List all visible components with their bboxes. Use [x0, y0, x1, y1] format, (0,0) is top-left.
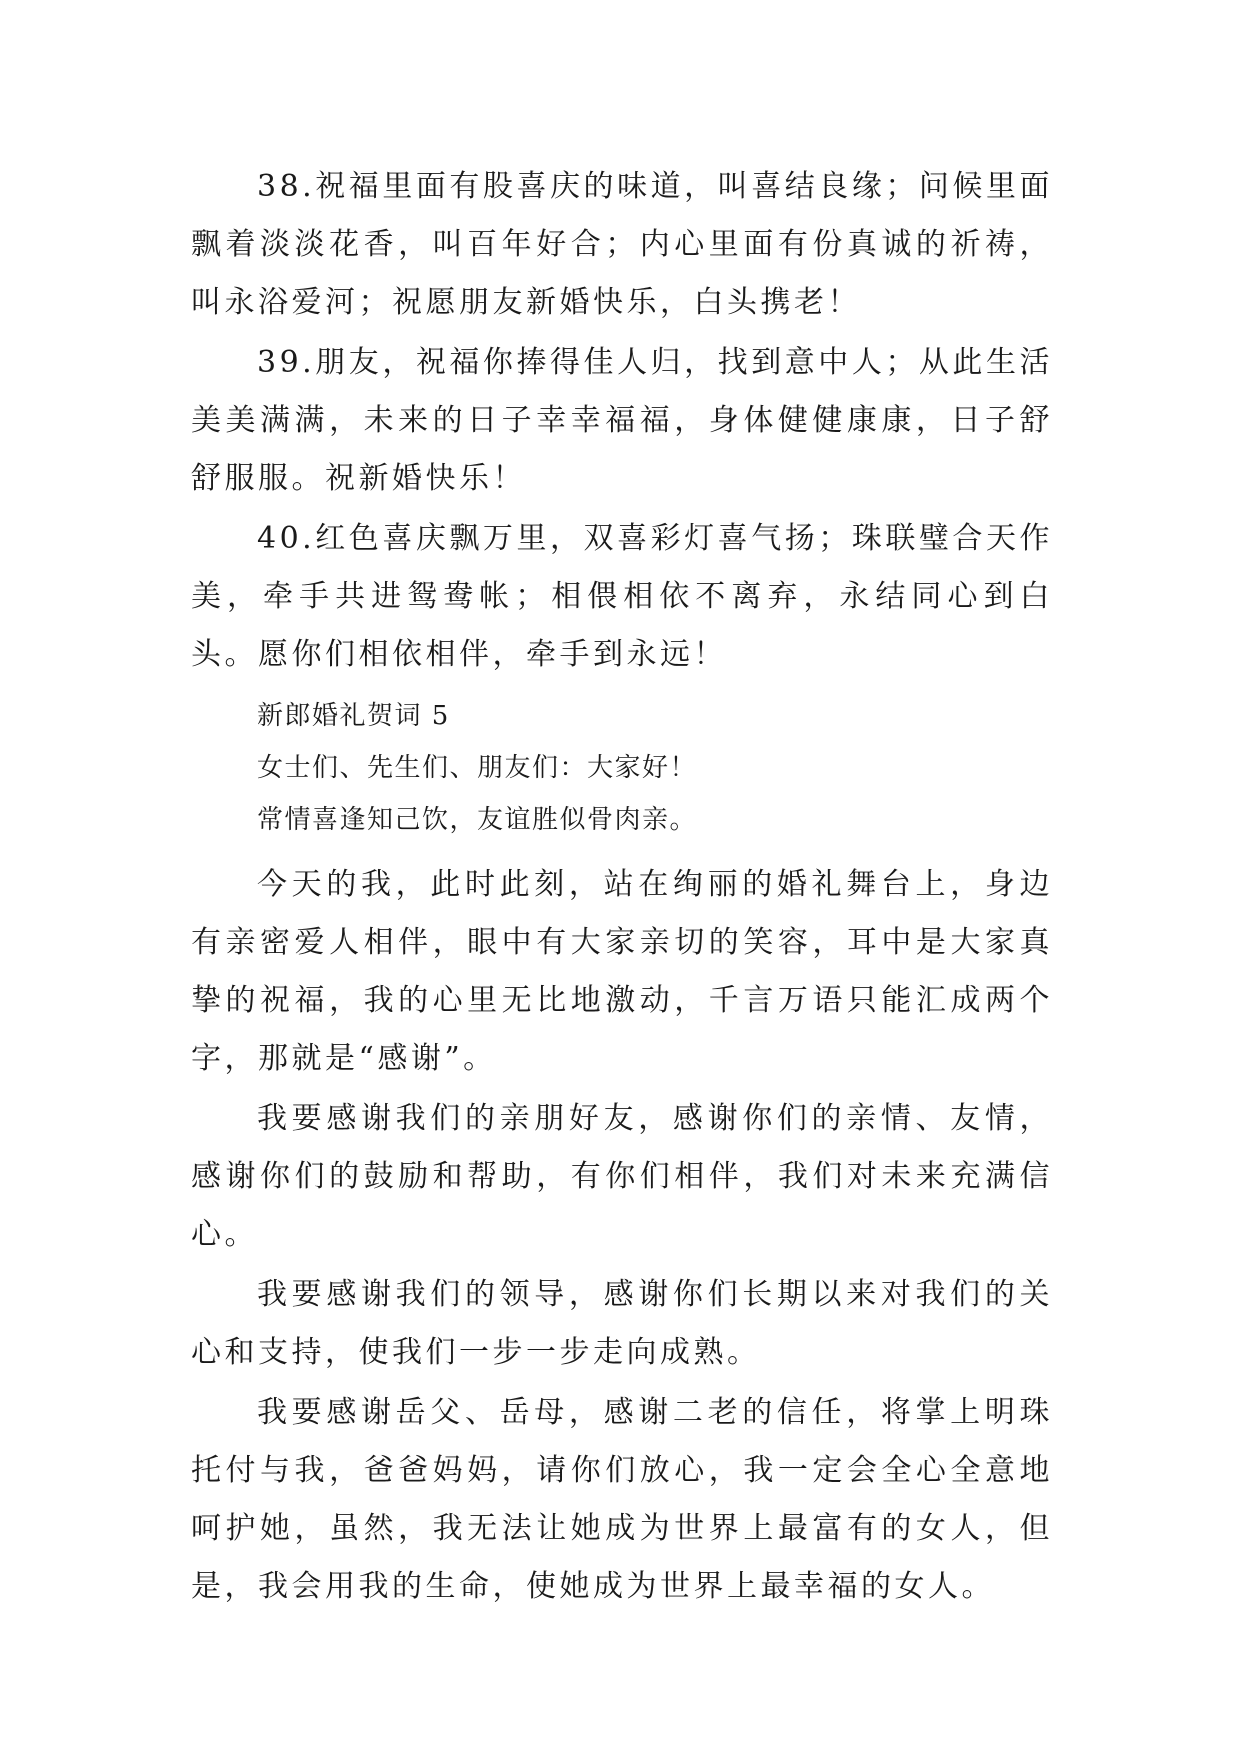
paragraph-thanks-friends: 我要感谢我们的亲朋好友，感谢你们的亲情、友情，感谢你们的鼓励和帮助，有你们相伴，我们对未来充满信心。 — [191, 1101, 1053, 1252]
paragraph-thanks-in-laws: 我要感谢岳父、岳母，感谢二老的信任，将掌上明珠托付与我，爸爸妈妈，请你们放心，我一定会全心全意地呵护她，虽然，我无法让她成为世界上最富有的女人，但是，我会用我的生命，使她成为世界上最幸福的女人。 — [191, 1395, 1053, 1604]
paragraph-couplet: 常情喜逢知己饮，友谊胜似骨肉亲。 — [257, 805, 698, 835]
section-heading: 新郎婚礼贺词 5 — [257, 701, 450, 731]
paragraph-thanks-leaders: 我要感谢我们的领导，感谢你们长期以来对我们的关心和支持，使我们一步一步走向成熟。 — [191, 1277, 1053, 1370]
paragraph-today: 今天的我，此时此刻，站在绚丽的婚礼舞台上，身边有亲密爱人相伴，眼中有大家亲切的笑容，耳中是大家真挚的祝福，我的心里无比地激动，千言万语只能汇成两个字，那就是“感谢”。 — [191, 867, 1053, 1076]
document-body — [191, 158, 1053, 1616]
paragraph-blessing-39: 39.朋友，祝福你捧得佳人归，找到意中人；从此生活美美满满，未来的日子幸幸福福，身体健健康康，日子舒舒服服。祝新婚快乐！ — [191, 345, 1053, 496]
paragraph-blessing-38: 38.祝福里面有股喜庆的味道，叫喜结良缘；问候里面飘着淡淡花香，叫百年好合；内心里面有份真诚的祈祷，叫永浴爱河；祝愿朋友新婚快乐，白头携老！ — [191, 169, 1053, 320]
paragraph-greeting: 女士们、先生们、朋友们：大家好！ — [257, 753, 698, 783]
paragraph-blessing-40: 40.红色喜庆飘万里，双喜彩灯喜气扬；珠联璧合天作美，牵手共进鸳鸯帐；相偎相依不离弃，永结同心到白头。愿你们相依相伴，牵手到永远！ — [191, 521, 1053, 672]
